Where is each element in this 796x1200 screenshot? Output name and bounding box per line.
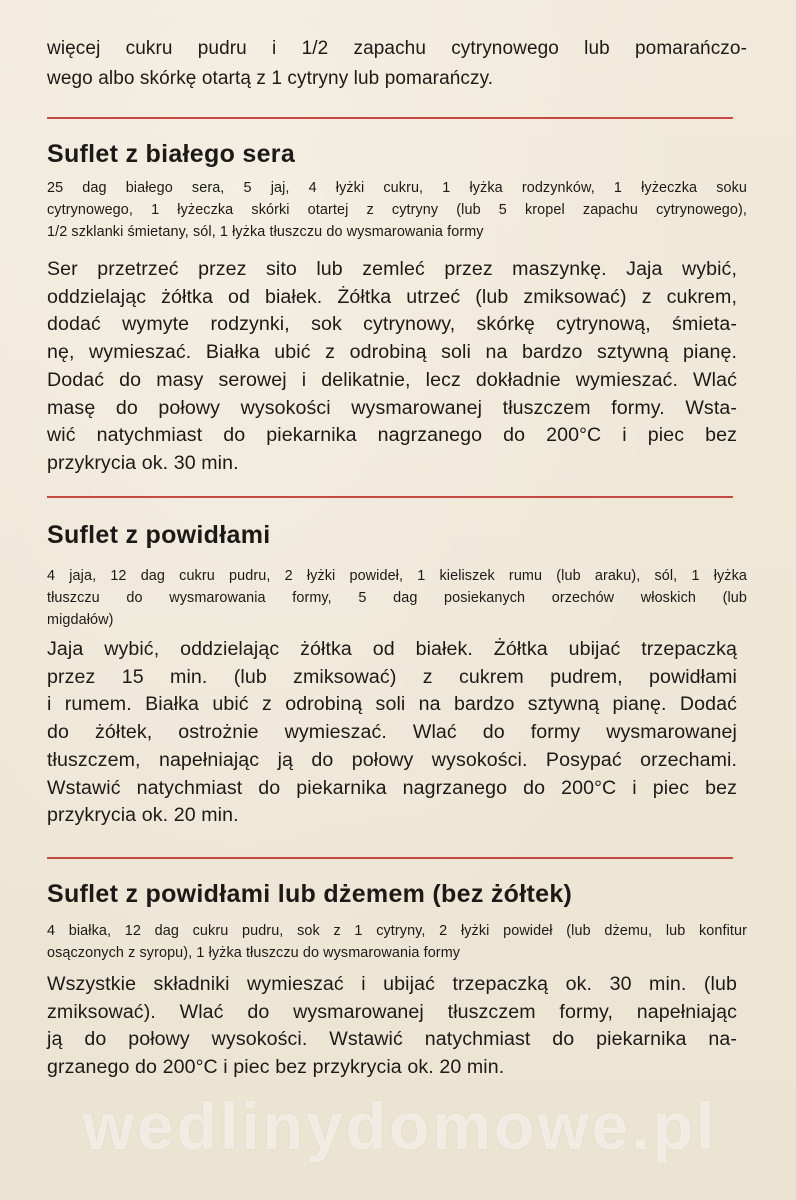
ingredients-line: tłuszczu do wysmarowania formy, 5 dag posiekanych orzechów włoskich (lub [47, 590, 747, 606]
recipe-method [47, 256, 737, 478]
method-line: nę, wymieszać. Białka ubić z odrobiną soli na bardzo sztywną pianę. [47, 341, 737, 364]
recipe-ingredients [47, 920, 747, 964]
recipe-title: Suflet z powidłami lub dżemem (bez żółtek) [47, 880, 573, 908]
ingredients-line: 4 białka, 12 dag cukru pudru, sok z 1 cytryny, 2 łyżki powideł (lub dżemu, lub konfitur [47, 923, 747, 939]
method-line: tłuszczem, napełniając ją do połowy wysokości. Posypać orzechami. [47, 748, 737, 771]
intro-line: więcej cukru pudru i 1/2 zapachu cytrynowego lub pomarańczo- [47, 38, 747, 59]
recipe-title: Suflet z powidłami [47, 521, 271, 549]
recipe-method [47, 636, 737, 830]
method-line: zmiksować). Wlać do wysmarowanej tłuszczem formy, napełniając [47, 1000, 737, 1023]
recipe-ingredients [47, 565, 747, 631]
ingredients-line: 4 jaja, 12 dag cukru pudru, 2 łyżki powideł, 1 kieliszek rumu (lub araku), sól, 1 łyżka [47, 568, 747, 584]
recipe-method [47, 971, 737, 1082]
method-line: przykrycia ok. 20 min. [47, 804, 239, 827]
section-divider [47, 496, 733, 498]
intro-line: wego albo skórkę otartą z 1 cytryny lub pomarańczy. [47, 68, 494, 89]
method-line: Ser przetrzeć przez sito lub zemleć przez maszynkę. Jaja wybić, [47, 258, 737, 280]
method-line: oddzielając żółtka od białek. Żółtka utrzeć (lub zmiksować) z cukrem, [47, 285, 737, 308]
method-line: Dodać do masy serowej i delikatnie, lecz dokładnie wymieszać. Wlać [47, 368, 737, 391]
recipe-title: Suflet z białego sera [47, 140, 296, 168]
method-line: dodać wymyte rodzynki, sok cytrynowy, skórkę cytrynową, śmieta- [47, 313, 737, 336]
section-divider [47, 857, 733, 859]
ingredients-line: osączonych z syropu), 1 łyżka tłuszczu do wysmarowania formy [47, 945, 461, 961]
method-line: przez 15 min. (lub zmiksować) z cukrem pudrem, powidłami [47, 665, 737, 688]
ingredients-line: 1/2 szklanki śmietany, sól, 1 łyżka tłuszczu do wysmarowania formy [47, 224, 484, 240]
method-line: i rumem. Białka ubić z odrobiną soli na bardzo sztywną pianę. Dodać [47, 693, 737, 716]
ingredients-line: 25 dag białego sera, 5 jaj, 4 łyżki cukru, 1 łyżka rodzynków, 1 łyżeczka soku [47, 180, 747, 196]
method-line: do żółtek, ostrożnie wymieszać. Wlać do formy wysmarowanej [47, 721, 737, 744]
method-line: wić natychmiast do piekarnika nagrzanego do 200°C i piec bez [47, 424, 737, 447]
section-divider [47, 117, 733, 119]
method-line: grzanego do 200°C i piec bez przykrycia ok. 20 min. [47, 1056, 505, 1079]
method-line: przykrycia ok. 30 min. [47, 451, 239, 474]
recipe-ingredients [47, 177, 747, 243]
watermark: wedlinydomowe.pl [82, 1089, 718, 1163]
method-line: Wstawić natychmiast do piekarnika nagrzanego do 200°C i piec bez [47, 776, 737, 799]
ingredients-line: migdałów) [47, 612, 114, 628]
method-line: masę do połowy wysokości wysmarowanej tłuszczem formy. Wsta- [47, 396, 737, 419]
method-line: ją do połowy wysokości. Wstawić natychmiast do piekarnika na- [47, 1028, 737, 1051]
method-line: Wszystkie składniki wymieszać i ubijać trzepaczką ok. 30 min. (lub [47, 973, 737, 995]
ingredients-line: cytrynowego, 1 łyżeczka skórki otartej z cytryny (lub 5 kropel zapachu cytrynowego), [47, 202, 747, 218]
intro-paragraph [47, 34, 747, 94]
method-line: Jaja wybić, oddzielając żółtka od białek. Żółtka ubijać trzepaczką [47, 638, 737, 660]
